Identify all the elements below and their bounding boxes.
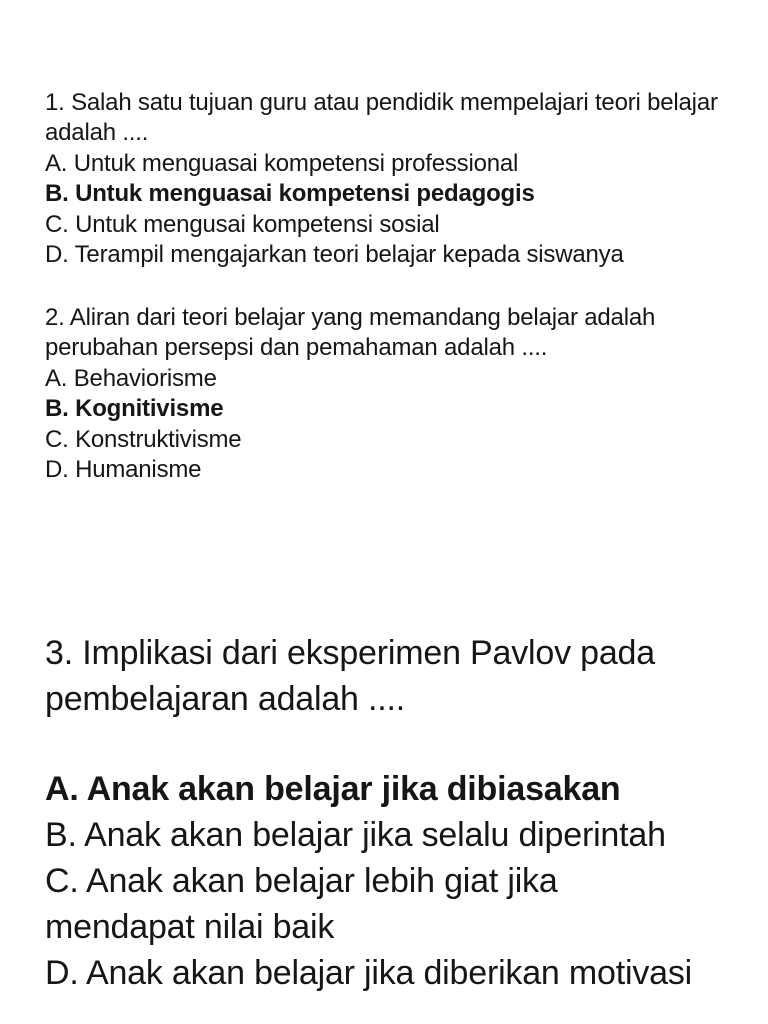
question-2-option-d: D. Humanisme (45, 456, 202, 484)
question-1-option-d: D. Terampil mengajarkan teori belajar kepada siswanya (45, 241, 624, 269)
question-1 (45, 88, 758, 270)
question-3-option-a: A. Anak akan belajar jika dibiasakan (45, 770, 621, 808)
question-1-option-c: C. Untuk mengusai kompetensi sosial (45, 210, 440, 238)
question-3-text-line-2: pembelajaran adalah .... (45, 680, 406, 718)
question-2-text-line-1: 2. Aliran dari teori belajar yang memandang belajar adalah (45, 304, 656, 331)
question-1-text-line-1: 1. Salah satu tujuan guru atau pendidik mempelajari teori belajar (45, 89, 718, 116)
question-1-text-line-2: adalah .... (45, 119, 149, 147)
question-2-option-c: C. Konstruktivisme (45, 425, 242, 453)
question-3-option-b: B. Anak akan belajar jika selalu diperintah (45, 816, 666, 854)
question-2-text-line-2: perubahan persepsi dan pemahaman adalah .... (45, 334, 548, 362)
question-3 (45, 630, 758, 996)
question-3-text-line-1: 3. Implikasi dari eksperimen Pavlov pada (45, 634, 655, 672)
blank-line (45, 722, 758, 766)
question-1-option-a: A. Untuk menguasai kompetensi professional (45, 149, 519, 177)
question-3-option-d: D. Anak akan belajar jika diberikan motivasi (45, 954, 692, 992)
question-3-option-c-line-1: C. Anak akan belajar lebih giat jika (45, 862, 558, 900)
question-1-option-b: B. Untuk menguasai kompetensi pedagogis (45, 180, 535, 208)
question-2-option-a: A. Behaviorisme (45, 364, 217, 392)
question-2 (45, 303, 758, 485)
question-2-option-b: B. Kognitivisme (45, 395, 224, 423)
question-3-option-c-line-2: mendapat nilai baik (45, 908, 335, 946)
